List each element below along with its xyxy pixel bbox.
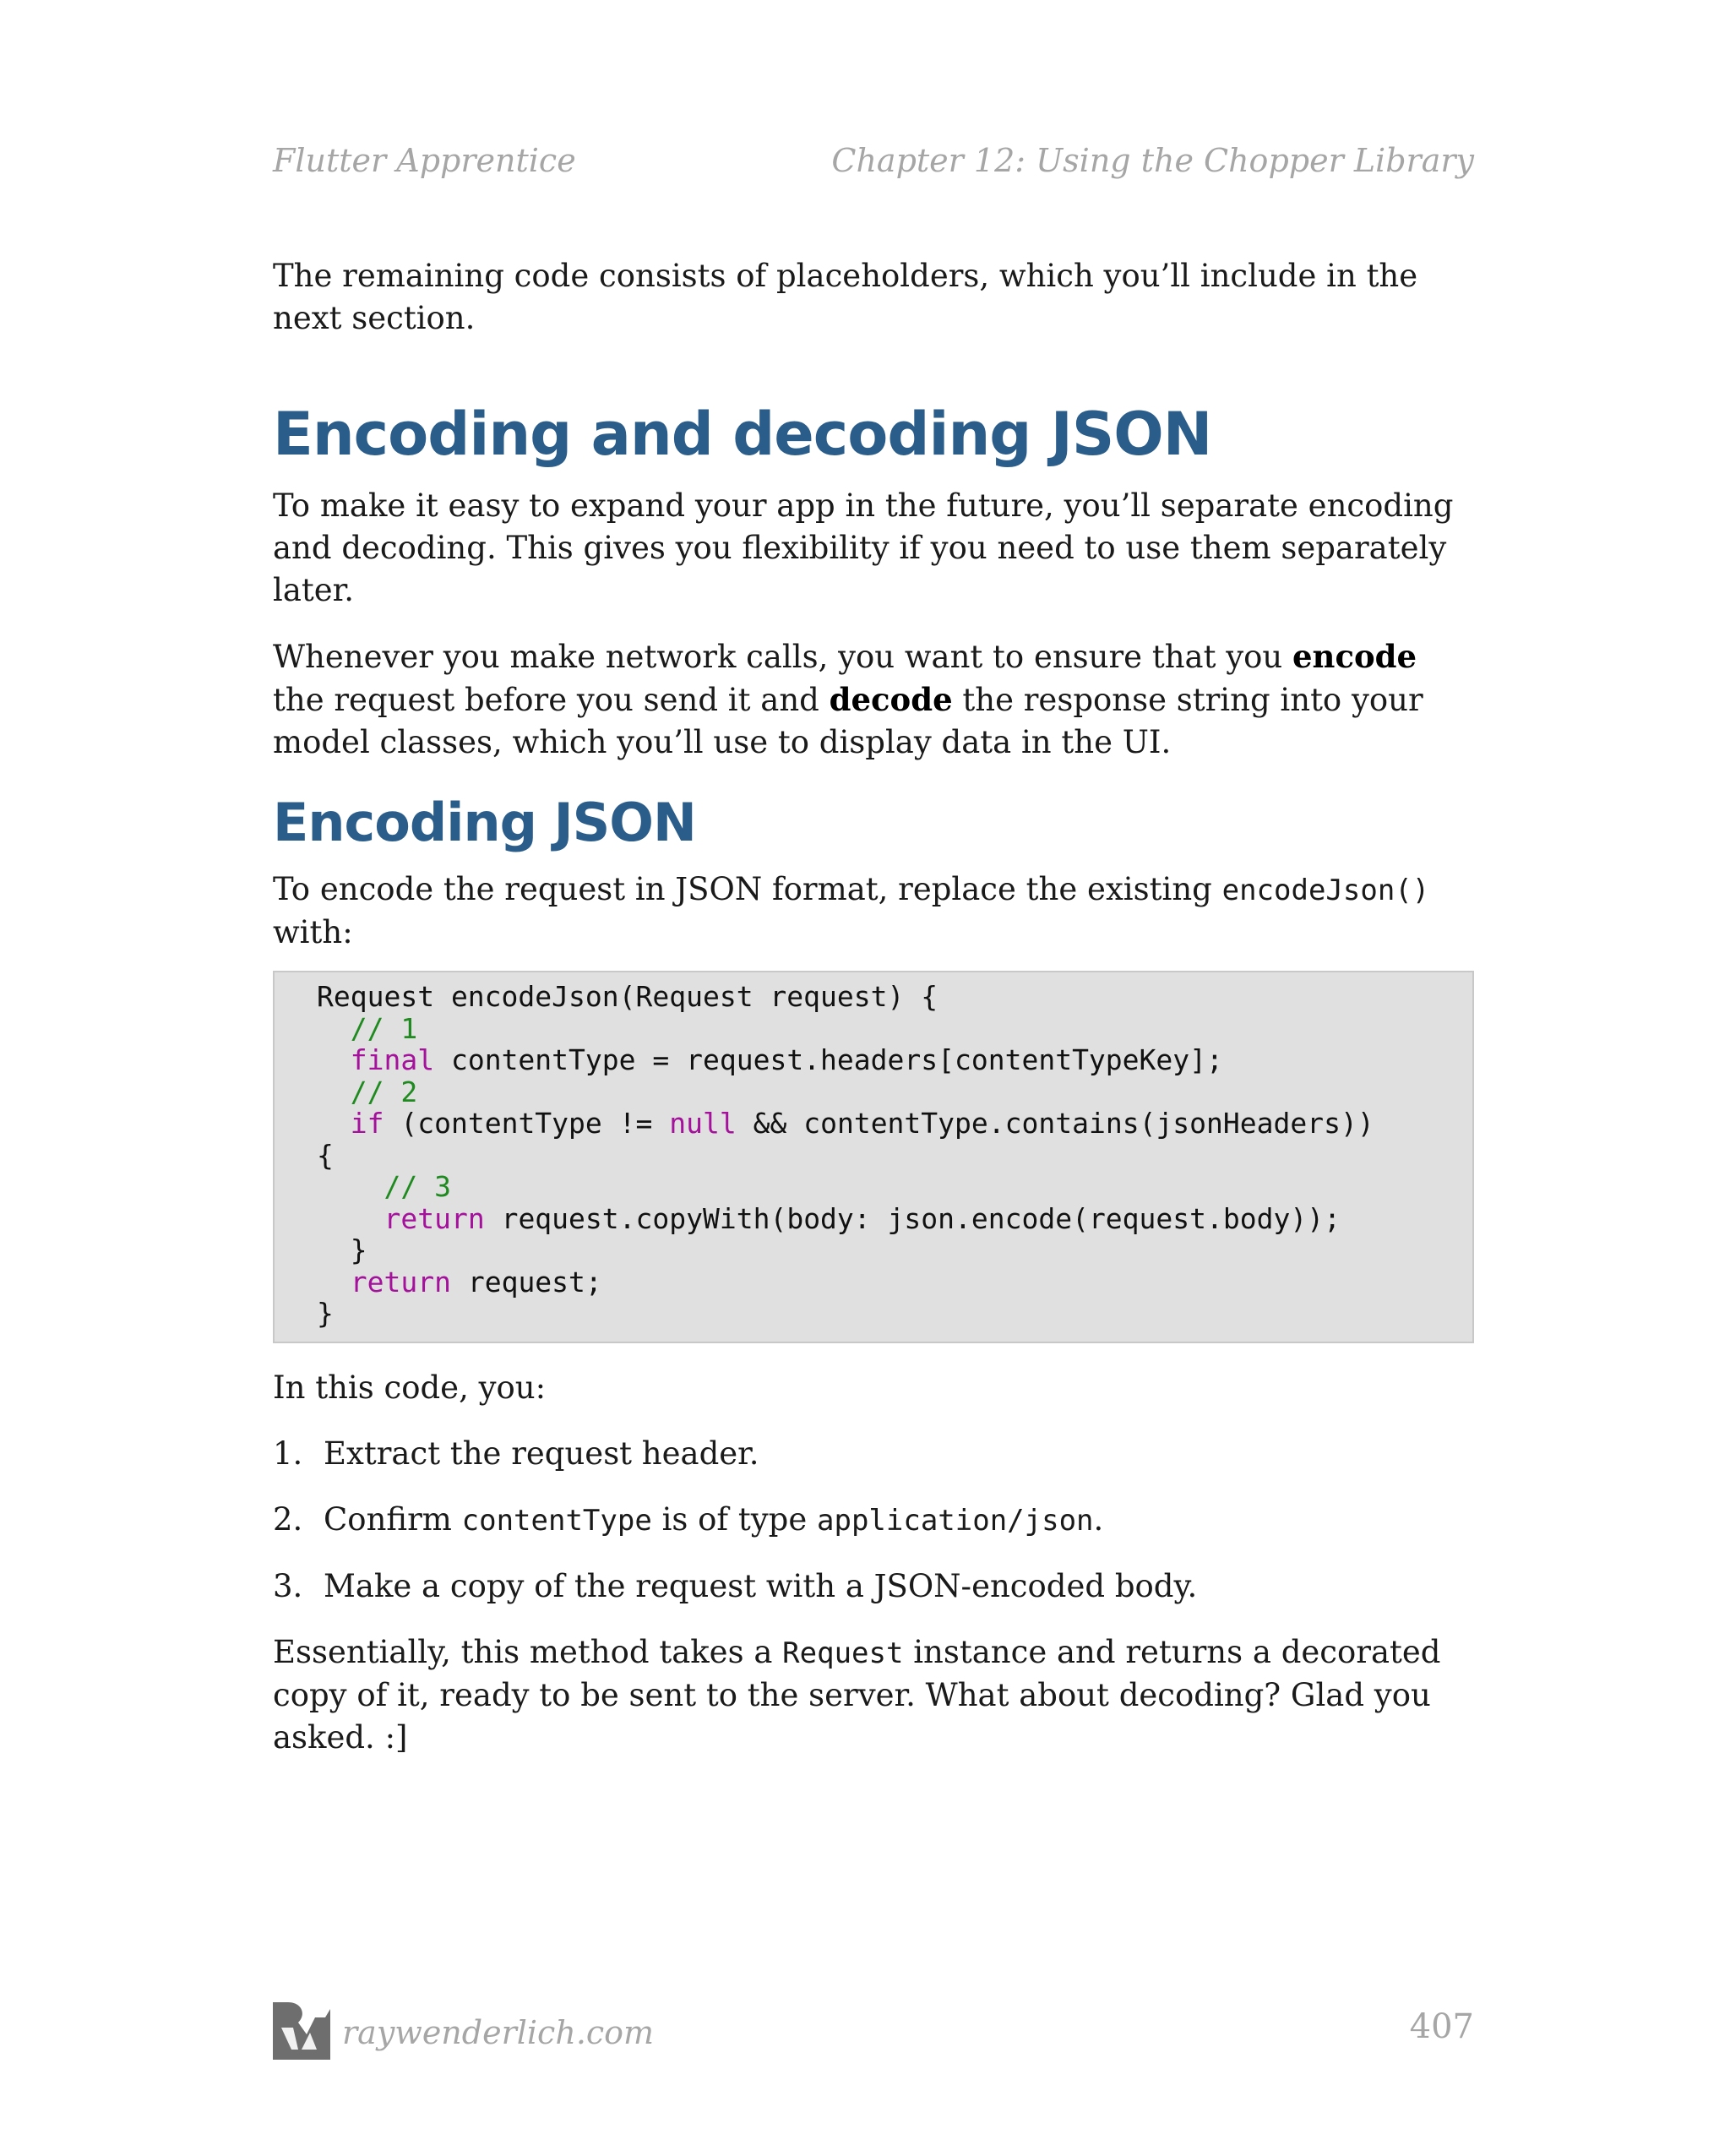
raywenderlich-logo-icon: [273, 2002, 330, 2060]
inline-code: contentType: [461, 1503, 652, 1538]
list-number: 3.: [273, 1567, 303, 1604]
site-url: raywenderlich.com: [342, 2014, 655, 2051]
code-comment: // 2: [317, 1075, 418, 1108]
code-line: [317, 1013, 1455, 1045]
code-listing: [317, 981, 1455, 1330]
code-line: [317, 1234, 1455, 1266]
paragraph-text: To encode the request in JSON format, replace the existing: [273, 871, 1222, 907]
section-paragraph-2: [273, 635, 1474, 764]
code-text: [317, 1266, 351, 1298]
intro-paragraph: The remaining code consists of placeholders, which you’ll include in the next section.: [273, 258, 1418, 336]
paragraph-text: Essentially, this method takes a: [273, 1633, 783, 1670]
code-line: [317, 981, 1455, 1013]
explain-intro: In this code, you:: [273, 1369, 547, 1406]
code-text: Request encodeJson(Request request) {: [317, 980, 938, 1013]
code-text: request;: [450, 1265, 602, 1298]
section-paragraph-1: To make it easy to expand your app in the future, you’ll separate encoding and decoding. This gives you flexibility if you need to use them separately later.: [273, 487, 1454, 608]
bold-term-decode: decode: [829, 681, 953, 718]
list-number: 1.: [273, 1435, 303, 1472]
code-text: contentType = request.headers[contentTypeKey];: [434, 1043, 1223, 1076]
code-keyword: null: [669, 1107, 737, 1140]
code-text: && contentType.contains(jsonHeaders)): [736, 1107, 1374, 1140]
code-text: }: [317, 1297, 334, 1330]
subsection-title: Encoding JSON: [273, 792, 696, 853]
page-content: [273, 255, 1474, 1783]
closing-paragraph: [273, 1631, 1474, 1759]
code-text: request.copyWith(body: json.encode(request.body));: [484, 1201, 1341, 1235]
code-keyword: final: [350, 1043, 435, 1076]
code-keyword: return: [350, 1265, 451, 1298]
code-text: [317, 1107, 351, 1140]
code-line: [317, 1298, 1455, 1330]
paragraph-text: with:: [273, 914, 353, 950]
list-text: .: [1093, 1500, 1104, 1538]
paragraph-text: the request before you send it and: [273, 682, 830, 718]
code-text: {: [317, 1138, 334, 1172]
code-line: [317, 1140, 1455, 1172]
code-line: [317, 1076, 1455, 1108]
code-line: [317, 1044, 1455, 1076]
inline-code: Request: [782, 1636, 904, 1670]
paragraph-text: Whenever you make network calls, you want to ensure that you: [273, 639, 1292, 675]
code-keyword: if: [350, 1107, 384, 1140]
inline-code: encodeJson(): [1221, 874, 1430, 907]
book-title: Flutter Apprentice: [273, 142, 576, 179]
running-header: [273, 142, 1474, 189]
paragraph-text: the response string into your model classes, which you’ll use to display data in the UI.: [273, 682, 1423, 760]
list-text: Extract the request header.: [324, 1435, 759, 1472]
list-text: is of type: [651, 1500, 818, 1538]
list-item: [273, 1433, 1474, 1475]
section-title: Encoding and decoding JSON: [273, 400, 1212, 469]
code-text: }: [317, 1233, 367, 1266]
list-item: [273, 1499, 1474, 1542]
paragraph-text: instance and returns a decorated copy of it, ready to be sent to the server. What about decoding? Glad you asked. :]: [273, 1633, 1441, 1756]
page-number: 407: [1409, 2007, 1474, 2046]
code-line: [317, 1108, 1455, 1140]
code-text: (contentType !=: [384, 1107, 670, 1140]
list-text: Confirm: [324, 1500, 462, 1538]
list-text: Make a copy of the request with a JSON-encoded body.: [324, 1567, 1198, 1604]
code-comment: // 1: [317, 1011, 418, 1045]
code-text: [317, 1202, 384, 1235]
chapter-title: Chapter 12: Using the Chopper Library: [831, 142, 1474, 179]
list-item: [273, 1565, 1474, 1608]
code-line: [317, 1266, 1455, 1298]
bold-term-encode: encode: [1292, 638, 1417, 675]
steps-list: [273, 1433, 1474, 1608]
subsection-intro: [273, 868, 1474, 954]
code-line: [317, 1203, 1455, 1235]
code-keyword: return: [384, 1201, 485, 1235]
code-line: [317, 1171, 1455, 1203]
code-text: [317, 1043, 351, 1076]
list-number: 2.: [273, 1500, 303, 1538]
code-block: [273, 971, 1474, 1343]
inline-code: application/json: [817, 1503, 1094, 1538]
code-comment: // 3: [317, 1170, 451, 1203]
page-footer: [273, 2002, 1474, 2070]
